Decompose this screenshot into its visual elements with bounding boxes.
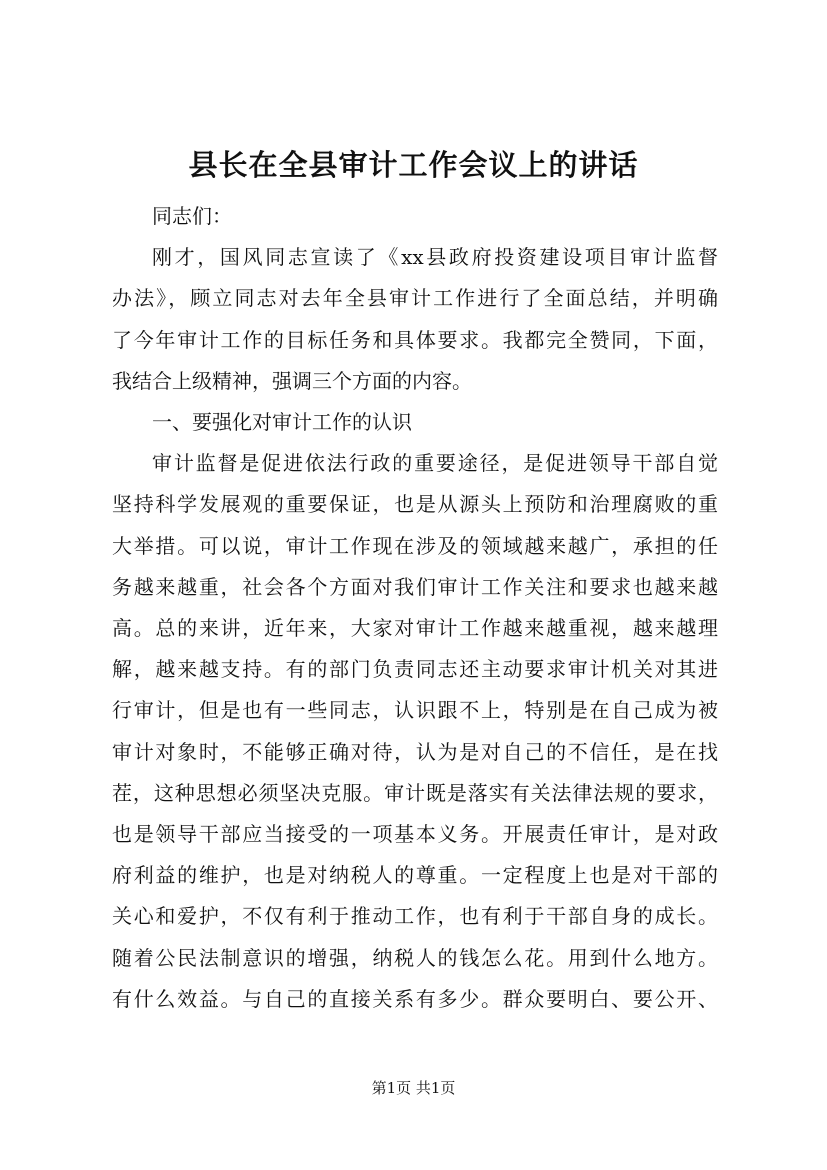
paragraph-line: 办法》，顾立同志对去年全县审计工作进行了全面总结，并明确 <box>112 286 718 310</box>
paragraph-line: 坚持科学发展观的重要保证，也是从源头上预防和治理腐败的重 <box>112 492 718 516</box>
paragraph-line: 行审计，但是也有一些同志，认识跟不上，特别是在自己成为被 <box>112 698 718 722</box>
paragraph-line: 审计对象时，不能够正确对待，认为是对自己的不信任，是在找 <box>112 740 718 764</box>
paragraph-line: 也是领导干部应当接受的一项基本义务。开展责任审计，是对政 <box>112 822 718 846</box>
paragraph-line: 审计监督是促进依法行政的重要途径，是促进领导干部自觉 <box>152 451 718 475</box>
paragraph-line: 解，越来越支持。有的部门负责同志还主动要求审计机关对其进 <box>112 657 718 681</box>
paragraph-line: 刚才，国风同志宣读了《xx县政府投资建设项目审计监督 <box>152 245 718 269</box>
paragraph-line: 高。总的来讲，近年来，大家对审计工作越来越重视，越来越理 <box>112 616 718 640</box>
paragraph-line: 有什么效益。与自己的直接关系有多少。群众要明白、要公开、 <box>112 987 718 1011</box>
paragraph-line: 务越来越重，社会各个方面对我们审计工作关注和要求也越来越 <box>112 575 718 599</box>
document-title: 县长在全县审计工作会议上的讲话 <box>188 148 639 182</box>
salutation: 同志们： <box>152 204 232 228</box>
section-heading: 一、要强化对审计工作的认识 <box>152 410 412 434</box>
paragraph-line: 府利益的维护，也是对纳税人的尊重。一定程度上也是对干部的 <box>112 863 718 887</box>
page-footer: 第1页 共1页 <box>371 1079 456 1097</box>
paragraph-line: 随着公民法制意识的增强，纳税人的钱怎么花。用到什么地方。 <box>112 946 718 970</box>
paragraph-line: 关心和爱护，不仅有利于推动工作，也有利于干部自身的成长。 <box>112 904 718 928</box>
paragraph-line: 茬，这种思想必须坚决克服。审计既是落实有关法律法规的要求， <box>112 781 718 805</box>
paragraph-line: 了今年审计工作的目标任务和具体要求。我都完全赞同，下面， <box>112 328 718 352</box>
paragraph-line: 我结合上级精神，强调三个方面的内容。 <box>112 369 472 393</box>
paragraph-line: 大举措。可以说，审计工作现在涉及的领域越来越广，承担的任 <box>112 534 718 558</box>
